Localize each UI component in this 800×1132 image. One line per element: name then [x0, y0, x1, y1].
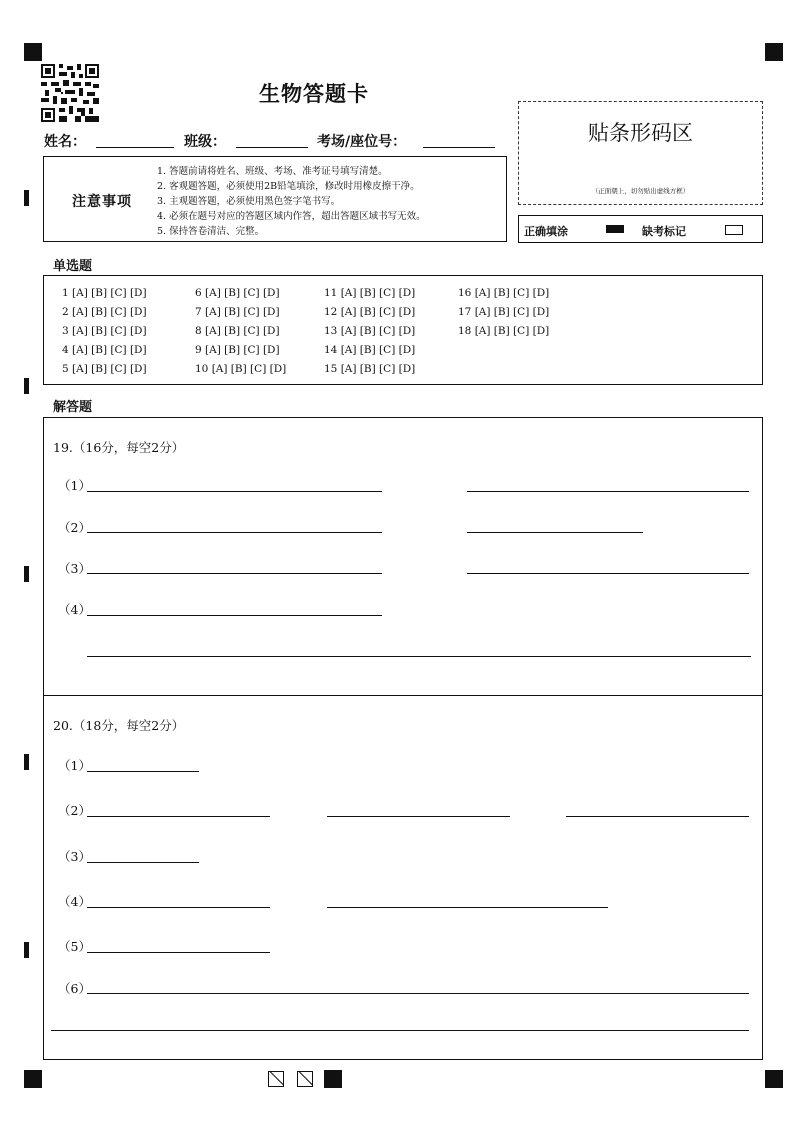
- name-field[interactable]: [96, 147, 174, 148]
- choice-column: [62, 287, 147, 382]
- q20-sub-1-label: （1）: [58, 758, 91, 773]
- choice-row[interactable]: 3 [A] [B] [C] [D]: [62, 325, 147, 337]
- answer-line[interactable]: [87, 771, 199, 772]
- answer-section-title: 解答题: [53, 400, 93, 415]
- choice-row[interactable]: 18 [A] [B] [C] [D]: [458, 325, 550, 337]
- absent-mark-label: 缺考标记: [642, 225, 686, 238]
- qr-code-icon: [41, 64, 99, 122]
- choice-row[interactable]: 15 [A] [B] [C] [D]: [324, 363, 416, 375]
- choice-row[interactable]: 7 [A] [B] [C] [D]: [195, 306, 280, 318]
- notice-item: 3. 主观题答题，必须使用黑色签字笔书写。: [157, 196, 341, 207]
- fill-legend: [518, 215, 763, 243]
- answer-line[interactable]: [87, 656, 751, 657]
- choice-column: [324, 287, 415, 382]
- filled-sample-icon: [606, 225, 624, 233]
- registration-mark-top-right: [765, 43, 783, 61]
- answer-line[interactable]: [566, 816, 749, 817]
- answer-line[interactable]: [51, 1030, 749, 1031]
- q20-sub-6-label: （6）: [58, 981, 91, 996]
- question-19-header: 19.（16分，每空2分）: [53, 440, 185, 455]
- notice-item: 2. 客观题答题，必须使用2B铅笔填涂，修改时用橡皮擦干净。: [157, 181, 420, 192]
- answer-line[interactable]: [467, 573, 749, 574]
- seat-label: 考场/座位号：: [317, 134, 407, 150]
- notice-item: 5. 保持答卷清洁、完整。: [157, 226, 265, 237]
- choice-row[interactable]: 10 [A] [B] [C] [D]: [195, 363, 287, 375]
- barcode-title: 贴条形码区: [588, 121, 693, 145]
- answer-line[interactable]: [87, 491, 382, 492]
- barcode-note: （正面朝上，切勿贴出虚线方框）: [591, 187, 690, 195]
- registration-mark-bottom-right: [765, 1070, 783, 1088]
- q19-sub-4-label: （4）: [58, 602, 91, 617]
- choice-row[interactable]: 8 [A] [B] [C] [D]: [195, 325, 280, 337]
- filled-square-mark: [324, 1070, 342, 1088]
- answer-line[interactable]: [87, 615, 382, 616]
- notice-list: [157, 164, 426, 239]
- q19-sub-3-label: （3）: [58, 561, 91, 576]
- timing-mark: [24, 566, 29, 582]
- answer-line[interactable]: [467, 532, 643, 533]
- registration-mark-bottom-left: [24, 1070, 42, 1088]
- choice-row[interactable]: 9 [A] [B] [C] [D]: [195, 344, 280, 356]
- timing-mark: [24, 942, 29, 958]
- name-label: 姓名：: [44, 134, 86, 150]
- class-field[interactable]: [236, 147, 308, 148]
- notice-item: 4. 必须在题号对应的答题区域内作答，超出答题区域书写无效。: [157, 211, 426, 222]
- choice-row[interactable]: 11 [A] [B] [C] [D]: [324, 287, 416, 299]
- answer-line[interactable]: [87, 532, 382, 533]
- timing-mark: [24, 378, 29, 394]
- answer-line[interactable]: [87, 816, 270, 817]
- answer-line[interactable]: [327, 907, 608, 908]
- q19-sub-1-label: （1）: [58, 478, 91, 493]
- correct-fill-label: 正确填涂: [524, 225, 568, 238]
- q19-sub-2-label: （2）: [58, 520, 91, 535]
- page-title: 生物答题卡: [259, 82, 369, 106]
- choice-row[interactable]: 17 [A] [B] [C] [D]: [458, 306, 550, 318]
- q20-sub-4-label: （4）: [58, 894, 91, 909]
- answer-line[interactable]: [467, 491, 749, 492]
- choice-row[interactable]: 12 [A] [B] [C] [D]: [324, 306, 416, 318]
- answer-line[interactable]: [87, 993, 749, 994]
- notice-title: 注意事项: [72, 194, 132, 210]
- answer-line[interactable]: [87, 862, 199, 863]
- choice-row[interactable]: 6 [A] [B] [C] [D]: [195, 287, 280, 299]
- choice-row[interactable]: 16 [A] [B] [C] [D]: [458, 287, 550, 299]
- answer-box: [43, 417, 763, 1060]
- choice-row[interactable]: 13 [A] [B] [C] [D]: [324, 325, 416, 337]
- timing-mark: [24, 190, 29, 206]
- notice-item: 1. 答题前请将姓名、班级、考场、准考证号填写清楚。: [157, 166, 388, 177]
- choice-row[interactable]: 5 [A] [B] [C] [D]: [62, 363, 147, 375]
- notice-box: [43, 156, 507, 242]
- answer-line[interactable]: [327, 816, 510, 817]
- single-choice-title: 单选题: [53, 259, 93, 274]
- barcode-area: [518, 101, 763, 205]
- class-label: 班级：: [184, 134, 226, 150]
- choice-row[interactable]: 2 [A] [B] [C] [D]: [62, 306, 147, 318]
- registration-mark-top-left: [24, 43, 42, 61]
- answer-line[interactable]: [87, 952, 270, 953]
- choice-column: [195, 287, 286, 382]
- single-choice-box: [43, 275, 763, 385]
- question-divider: [43, 695, 763, 696]
- choice-row[interactable]: 4 [A] [B] [C] [D]: [62, 344, 147, 356]
- q20-sub-3-label: （3）: [58, 849, 91, 864]
- absent-mark-box[interactable]: [725, 225, 743, 235]
- seat-field[interactable]: [423, 147, 495, 148]
- timing-mark: [24, 754, 29, 770]
- choice-row[interactable]: 1 [A] [B] [C] [D]: [62, 287, 147, 299]
- q20-sub-5-label: （5）: [58, 939, 91, 954]
- answer-line[interactable]: [87, 573, 382, 574]
- answer-line[interactable]: [87, 907, 270, 908]
- q20-sub-2-label: （2）: [58, 803, 91, 818]
- crossed-box-icon: [297, 1071, 313, 1087]
- choice-row[interactable]: 14 [A] [B] [C] [D]: [324, 344, 416, 356]
- crossed-box-icon: [268, 1071, 284, 1087]
- question-20-header: 20.（18分，每空2分）: [53, 718, 185, 733]
- choice-column: [458, 287, 549, 344]
